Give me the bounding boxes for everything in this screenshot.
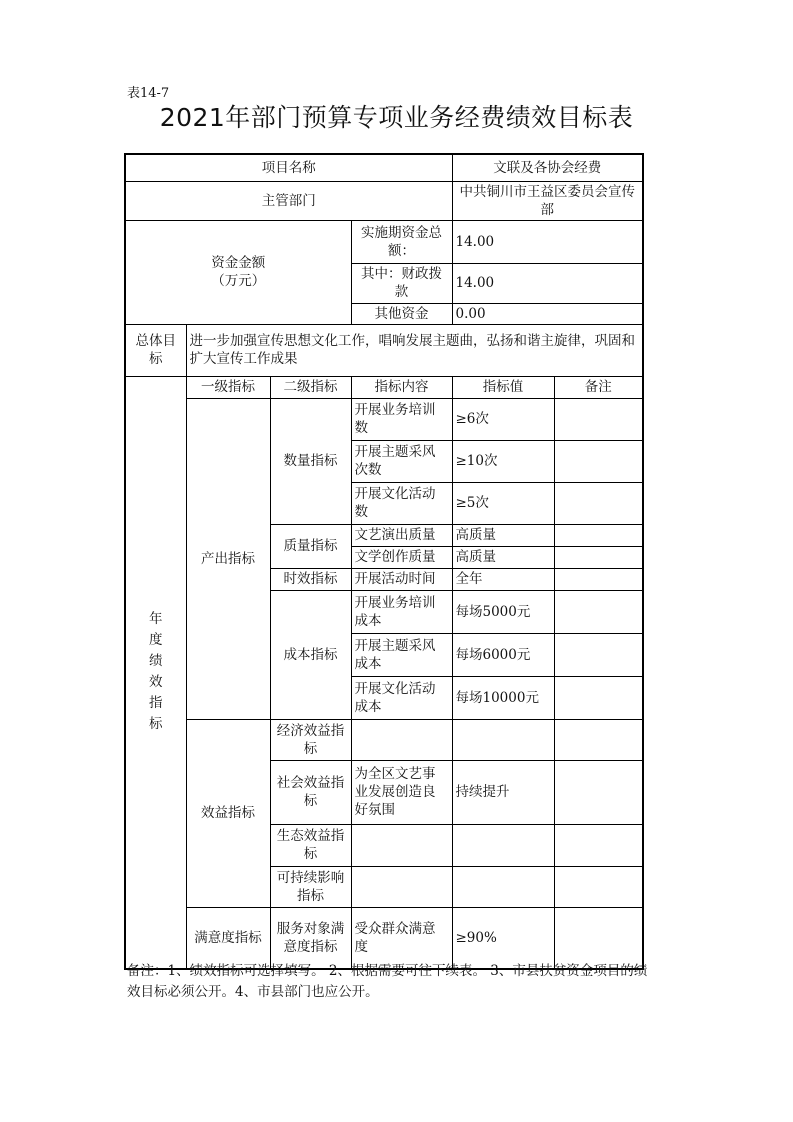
indicator-remark	[554, 524, 643, 546]
page-title: 2021年部门预算专项业务经费绩效目标表	[159, 103, 634, 132]
table-code: 表14-7	[127, 86, 170, 101]
project-name-value: 文联及各协会经费	[452, 154, 643, 181]
indicator-content	[351, 719, 452, 760]
output-indicator-label: 产出指标	[186, 398, 270, 719]
indicator-content: 开展文化活动数	[351, 482, 452, 524]
indicator-remark	[554, 590, 643, 633]
header-value: 指标值	[452, 376, 554, 398]
indicator-value: ≥6次	[452, 398, 554, 440]
timeliness-indicator-label: 时效指标	[270, 568, 351, 590]
indicator-content	[351, 866, 452, 907]
total-funds-label: 实施期资金总额：	[351, 220, 452, 263]
quantity-indicator-label: 数量指标	[270, 398, 351, 524]
indicator-content: 开展主题采风次数	[351, 440, 452, 482]
cost-indicator-label: 成本指标	[270, 590, 351, 719]
service-satisfaction-label: 服务对象满意度指标	[270, 907, 351, 969]
performance-table	[124, 153, 644, 970]
indicator-remark	[554, 760, 643, 824]
indicator-value: 每场10000元	[452, 676, 554, 719]
indicator-value: 每场6000元	[452, 633, 554, 676]
benefit-indicator-label: 效益指标	[186, 719, 270, 907]
goal-label: 总体目标	[125, 324, 186, 376]
indicator-content: 开展主题采风成本	[351, 633, 452, 676]
indicator-value: 高质量	[452, 546, 554, 568]
indicator-content	[351, 824, 452, 866]
indicator-value: 全年	[452, 568, 554, 590]
indicator-content: 为全区文艺事业发展创造良好氛围	[351, 760, 452, 824]
satisfaction-indicator-label: 满意度指标	[186, 907, 270, 969]
indicator-value: 持续提升	[452, 760, 554, 824]
fiscal-funds-label: 其中：财政拨款	[351, 263, 452, 303]
dept-label: 主管部门	[125, 181, 452, 220]
indicator-remark	[554, 568, 643, 590]
ecological-benefit-label: 生态效益指标	[270, 824, 351, 866]
other-funds-value: 0.00	[452, 303, 643, 324]
indicator-value: ≥5次	[452, 482, 554, 524]
indicator-value	[452, 824, 554, 866]
indicator-value: 高质量	[452, 524, 554, 546]
goal-value: 进一步加强宣传思想文化工作，唱响发展主题曲，弘扬和谐主旋律，巩固和扩大宣传工作成果	[186, 324, 643, 376]
indicator-content: 受众群众满意度	[351, 907, 452, 969]
indicator-remark	[554, 633, 643, 676]
header-level1: 一级指标	[186, 376, 270, 398]
indicator-value	[452, 866, 554, 907]
indicator-remark	[554, 866, 643, 907]
indicator-remark	[554, 398, 643, 440]
indicator-remark	[554, 440, 643, 482]
funds-label: 资金金额 （万元）	[125, 220, 351, 324]
indicator-remark	[554, 482, 643, 524]
sustainable-impact-label: 可持续影响指标	[270, 866, 351, 907]
indicator-remark	[554, 824, 643, 866]
total-funds-value: 14.00	[452, 220, 643, 263]
indicator-content: 开展业务培训成本	[351, 590, 452, 633]
social-benefit-label: 社会效益指标	[270, 760, 351, 824]
indicator-content: 文学创作质量	[351, 546, 452, 568]
indicator-remark	[554, 676, 643, 719]
fiscal-funds-value: 14.00	[452, 263, 643, 303]
year-indicator-label: 年度绩效指标	[125, 376, 186, 969]
indicator-content: 开展业务培训数	[351, 398, 452, 440]
indicator-value: ≥90%	[452, 907, 554, 969]
indicator-value	[452, 719, 554, 760]
indicator-content: 开展文化活动成本	[351, 676, 452, 719]
dept-value: 中共铜川市王益区委员会宣传部	[452, 181, 643, 220]
quality-indicator-label: 质量指标	[270, 524, 351, 568]
indicator-content: 文艺演出质量	[351, 524, 452, 546]
header-remark: 备注	[554, 376, 643, 398]
header-content: 指标内容	[351, 376, 452, 398]
project-name-label: 项目名称	[125, 154, 452, 181]
header-level2: 二级指标	[270, 376, 351, 398]
economic-benefit-label: 经济效益指标	[270, 719, 351, 760]
indicator-remark	[554, 907, 643, 969]
footnote: 备注：1、绩效指标可选择填写。 2、根据需要可往下续表。 3、市县扶贫资金项目的绩效目标必须公开。4、市县部门也应公开。	[127, 963, 648, 1000]
indicator-content: 开展活动时间	[351, 568, 452, 590]
other-funds-label: 其他资金	[351, 303, 452, 324]
indicator-value: ≥10次	[452, 440, 554, 482]
indicator-remark	[554, 546, 643, 568]
indicator-remark	[554, 719, 643, 760]
indicator-value: 每场5000元	[452, 590, 554, 633]
